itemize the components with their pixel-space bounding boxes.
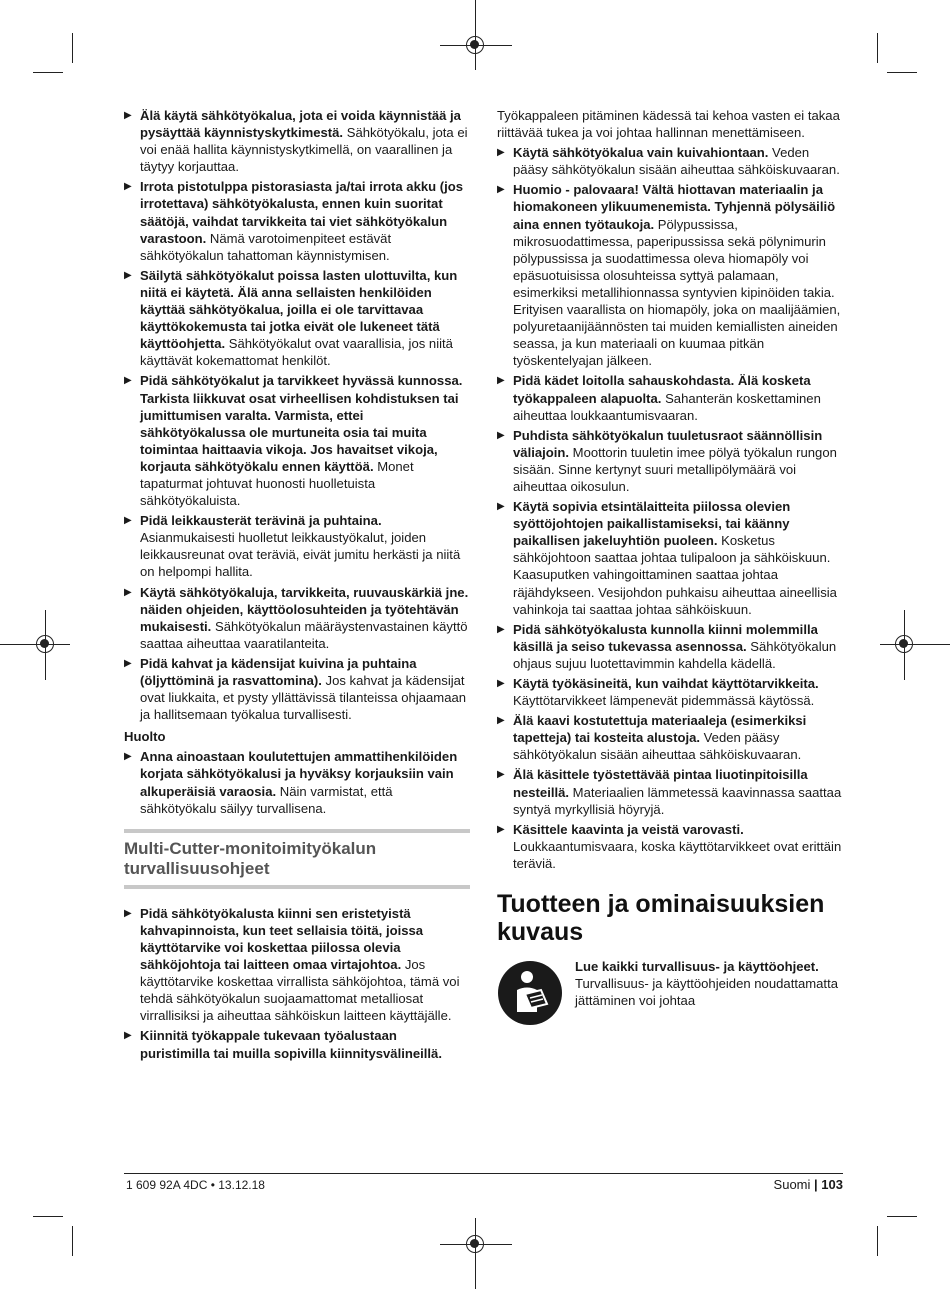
safety-item: ▶ Pidä sähkötyökalusta kiinni sen eristetyistä kahvapinnoista, kun teet sellaisia töitä, joissa käyttötarvike voi koskettaa piilossa olevia sähköjohtoja tai laitteen omaa virtajohtoa. Jos käyttötarvike koskettaa virrallista sähköjohtoa, tämä voi tehdä sähkötyökalun suojaamattomat metalliosat virrallisiksi ja aiheuttaa sähköiskun laitteen käyttäjälle. — [124, 905, 460, 1024]
left-column — [124, 107, 470, 1065]
right-column — [497, 107, 843, 1028]
bullet-arrow-icon: ▶ — [124, 907, 132, 919]
safety-item: ▶ Älä käsittele työstettävää pintaa liuotinpitoisilla nesteillä. Materiaalien lämmetessä kaavinnassa saattaa syntyä myrkyllisiä höyryjä. — [497, 767, 842, 817]
bullet-arrow-icon: ▶ — [124, 751, 132, 763]
bullet-arrow-icon: ▶ — [497, 623, 505, 635]
crop-mark — [877, 1226, 878, 1256]
page-number: 103 — [821, 1177, 843, 1192]
registration-mark — [895, 635, 913, 653]
crop-mark — [72, 33, 73, 63]
read-instructions-note: Lue kaikki turvallisuus- ja käyttöohjeet. Turvallisuus- ja käyttöohjeiden noudattamatta jättäminen voi johtaa — [497, 958, 843, 1028]
page-footer — [774, 1177, 843, 1192]
language-label: Suomi — [773, 1177, 811, 1192]
subheading-service: Huolto — [124, 729, 166, 745]
safety-item: ▶ Älä kaavi kostutettuja materiaaleja (esimerkiksi tapetteja) tai kosteita alustoja. Veden pääsy sähkötyökalun sisään aiheuttaa sähköiskuvaaran. — [497, 713, 807, 763]
bullet-arrow-icon: ▶ — [497, 823, 505, 835]
bullet-arrow-icon: ▶ — [124, 515, 132, 527]
bullet-arrow-icon: ▶ — [124, 375, 132, 387]
bullet-arrow-icon: ▶ — [497, 429, 505, 441]
section-title: Multi-Cutter-monitoimityökalun turvallisuusohjeet — [124, 839, 470, 889]
safety-item: ▶ Kiinnitä työkappale tukevaan työalustaan puristimilla tai muilla sopivilla kiinnitysvälineillä. — [124, 1028, 442, 1061]
bullet-arrow-icon: ▶ — [124, 269, 132, 281]
safety-item: ▶ Pidä sähkötyökalut ja tarvikkeet hyvässä kunnossa. Tarkista liikkuvat osat virheellisen kohdistuksen tai jumittumisen varalta. Varmista, ettei sähkötyökalussa ole murtuneita osia tai muita toimintaa haittaavia vikoja. Jos havaitset vikoja, korjauta sähkötyökalu ennen käyttöä. Monet tapaturmat johtuvat huonosti huolletuista sähkötyökaluista. — [124, 373, 463, 509]
safety-item: ▶ Irrota pistotulppa pistorasiasta ja/tai irrota akku (jos irrotettava) sähkötyökalusta, ennen kuin suoritat säätöjä, vaihdat tarvikkeita tai viet sähkötyökalun varastoon. Nämä varotoimenpiteet estävät sähkötyökalun tahattoman käynnistymisen. — [124, 179, 464, 263]
safety-item: ▶ Pidä kahvat ja kädensijat kuivina ja puhtaina (öljyttöminä ja rasvattomina). Jos kahvat ja kädensijat ovat liukkaita, et pysty yllättävissä tilanteissa ohjaamaan ja hallitsemaan työkalua turvallisesti. — [124, 655, 467, 723]
safety-item: ▶ Säilytä sähkötyökalut poissa lasten ulottuvilta, kun niitä ei käytetä. Älä anna sellaisten henkilöiden käyttää sähkötyökalua, joilla ei ole tarvittavaa käyttökokemusta tai jotka eivät ole lukeneet tätä käyttöohjetta. Sähkötyökalut ovat vaarallisia, jos niitä käyttävät kokemattomat henkilöt. — [124, 267, 458, 369]
crop-mark — [887, 1216, 917, 1217]
safety-item: ▶ Käytä sopivia etsintälaitteita piilossa olevien syöttöjohtojen paikallistamiseksi, tai käänny paikallisen jakeluyhtiön puoleen. Kosketus sähköjohtoon saattaa johtaa tulipaloon ja sähköiskuun. Kaasuputken vahingoittaminen saattaa johtaa räjähdykseen. Vesijohdon puhkaisu aiheuttaa aineellisia vahinkoja tai saattaa johtaa sähköiskuun. — [497, 499, 837, 617]
bullet-arrow-icon: ▶ — [124, 1030, 132, 1042]
bullet-arrow-icon: ▶ — [497, 715, 505, 727]
bullet-arrow-icon: ▶ — [497, 375, 505, 387]
bullet-arrow-icon: ▶ — [497, 147, 505, 159]
safety-item: ▶ Käsittele kaavinta ja veistä varovasti. Loukkaantumisvaara, koska käyttötarvikkeet ovat erittäin teräviä. — [497, 821, 842, 871]
read-manual-icon — [497, 960, 563, 1026]
registration-line — [0, 644, 70, 645]
bullet-arrow-icon: ▶ — [497, 184, 505, 196]
safety-item: ▶ Puhdista sähkötyökalun tuuletusraot säännöllisin väliajoin. Moottorin tuuletin imee pölyä työkalun rungon sisään. Sinne kertynyt suuri metallipölymäärä voi aiheuttaa oikosulun. — [497, 427, 837, 494]
registration-mark — [466, 36, 484, 54]
bullet-arrow-icon: ▶ — [497, 678, 505, 689]
bullet-arrow-icon: ▶ — [124, 181, 132, 193]
crop-mark — [887, 72, 917, 73]
safety-item: ▶ Älä käytä sähkötyökalua, jota ei voida käynnistää ja pysäyttää käynnistyskytkimestä. Sähkötyökalu, jota ei voi enää hallita käynnistyskytkimellä, on vaarallinen ja täytyy korjauttaa. — [124, 108, 468, 175]
bullet-arrow-icon: ▶ — [497, 501, 505, 513]
crop-mark — [33, 1216, 63, 1217]
safety-item: ▶ Käytä työkäsineitä, kun vaihdat käyttötarvikkeita. Käyttötarvikkeet lämpenevät pidemmässä käytössä. — [497, 676, 819, 709]
document-code: 1 609 92A 4DC • 13.12.18 — [126, 1178, 265, 1192]
safety-item: ▶ Anna ainoastaan koulutettujen ammattihenkilöiden korjata sähkötyökalusi ja hyväksy korjauksiin vain alkuperäisiä varaosia. Näin varmistat, että sähkötyökalu säilyy turvallisena. — [124, 749, 458, 816]
bullet-arrow-icon: ▶ — [124, 657, 132, 669]
footer-rule — [124, 1173, 843, 1174]
registration-line — [475, 1218, 476, 1289]
safety-item: ▶ Käytä sähkötyökaluja, tarvikkeita, ruuvauskärkiä jne. näiden ohjeiden, käyttöolosuhteiden ja työtehtävän mukaisesti. Sähkötyökalun määräystenvastainen käyttö saattaa aiheuttaa vaaratilanteita. — [124, 584, 469, 651]
bullet-arrow-icon: ▶ — [124, 110, 132, 121]
safety-item: ▶ Pidä leikkausterät terävinä ja puhtaina. Asianmukaisesti huolletut leikkaustyökalut, joiden leikkausreunat ovat teräviä, eivät jumitu herkästi ja niitä on helpompi hallita. — [124, 513, 461, 580]
section-divider — [124, 829, 470, 839]
registration-line — [475, 0, 476, 70]
safety-item: ▶ Käytä sähkötyökalua vain kuivahiontaan. Veden pääsy sähkötyökalun sisään aiheuttaa sähköiskuvaaran. — [497, 145, 840, 178]
crop-mark — [72, 1226, 73, 1256]
safety-item: ▶ Huomio - palovaara! Vältä hiottavan materiaalin ja hiomakoneen ylikuumenemista. Tyhjennä pölysäiliö aina ennen työtaukoja. Pölypussissa, mikrosuodattimessa, paperipussissa sekä pölynimurin pölypussissa ja suodattimessa oleva hiomapöly voi epäsuotuisissa olosuhteissa syttyä palamaan, esimerkiksi metallihionnassa syntyvien kipinöiden takia. Erityisen vaarallista on hiomapöly, joka on maalijäämien, polyuretaanijäännösten tai muiden kemiallisten aineiden seassa, ja kun materiaali on kuumaa pitkän työskentelyajan jälkeen. — [497, 182, 841, 369]
registration-line — [880, 644, 950, 645]
continuation-text: Työkappaleen pitäminen kädessä tai kehoa vasten ei takaa riittävää tukea ja voi johtaa hallinnan menettämiseen. — [497, 108, 840, 141]
footer-separator: | — [814, 1177, 818, 1192]
safety-item: ▶ Pidä kädet loitolla sahauskohdasta. Älä kosketa työkappaleen alapuolta. Sahanterän koskettaminen aiheuttaa loukkaantumisvaaran. — [497, 373, 821, 423]
safety-item: ▶ Pidä sähkötyökalusta kunnolla kiinni molemmilla käsillä ja seiso tukevassa asennossa. Sähkötyökalun ohjaus sujuu luotettavimmin kahdella kädellä. — [497, 621, 837, 671]
bullet-arrow-icon: ▶ — [124, 586, 132, 598]
chapter-heading: Tuotteen ja ominaisuuksien kuvaus — [497, 890, 825, 947]
crop-mark — [33, 72, 63, 73]
bullet-arrow-icon: ▶ — [497, 769, 505, 781]
registration-mark — [466, 1235, 484, 1253]
registration-mark — [36, 635, 54, 653]
crop-mark — [877, 33, 878, 63]
